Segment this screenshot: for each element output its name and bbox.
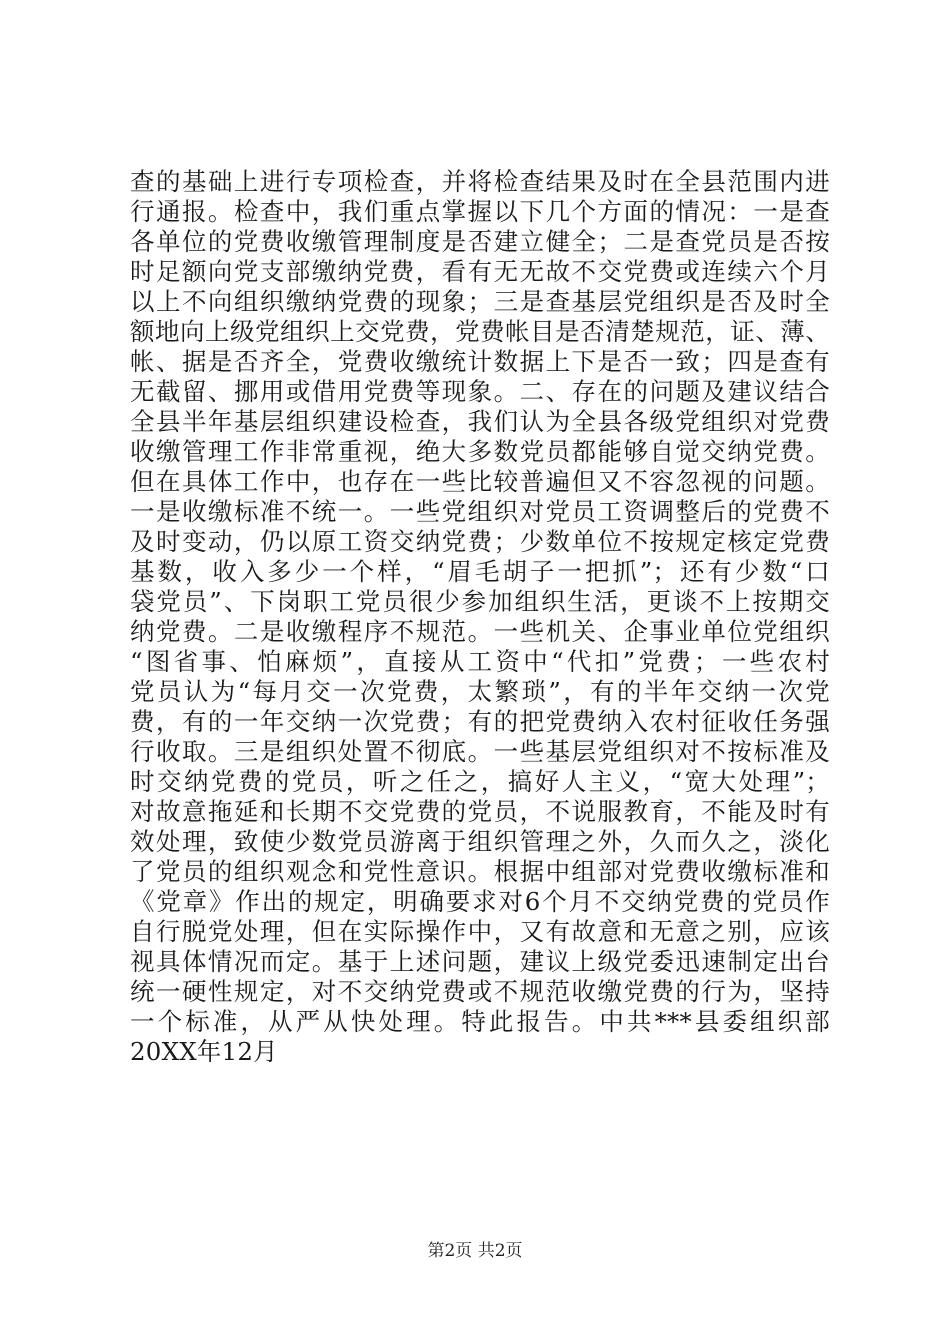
text-line-10: 收缴管理工作非常重视，绝大多数党员都能够自觉交纳党费。 xyxy=(130,437,830,466)
text-line-11: 但在具体工作中，也存在一些比较普遍但又不容忽视的问题。 xyxy=(130,467,830,496)
text-line-15: 袋党员”、下岗职工党员很少参加组织生活，更谈不上按期交 xyxy=(130,587,830,616)
text-line-13: 及时变动，仍以原工资交纳党费；少数单位不按规定核定党费 xyxy=(130,527,830,556)
text-line-5: 以上不向组织缴纳党费的现象；三是查基层党组织是否及时全 xyxy=(130,287,830,316)
text-line-18: 党员认为“每月交一次党费，太繁琐”，有的半年交纳一次党 xyxy=(130,677,830,706)
page-number-label: 第2页 共2页 xyxy=(427,1241,523,1261)
text-line-2: 行通报。检查中，我们重点掌握以下几个方面的情况：一是查 xyxy=(130,197,830,226)
text-line-30: 20XX年12月 xyxy=(130,1037,278,1066)
text-line-7: 帐、据是否齐全，党费收缴统计数据上下是否一致；四是查有 xyxy=(130,347,830,376)
text-line-20: 行收取。三是组织处置不彻底。一些基层党组织对不按标准及 xyxy=(130,737,830,766)
text-line-28: 统一硬性规定，对不交纳党费或不规范收缴党费的行为，坚持 xyxy=(130,977,830,1006)
text-line-25: 《党章》作出的规定，明确要求对6个月不交纳党费的党员作 xyxy=(130,887,830,916)
text-line-1: 查的基础上进行专项检查，并将检查结果及时在全县范围内进 xyxy=(130,167,830,196)
text-line-3: 各单位的党费收缴管理制度是否建立健全；二是查党员是否按 xyxy=(130,227,830,256)
text-line-22: 对故意拖延和长期不交党费的党员，不说服教育，不能及时有 xyxy=(130,797,830,826)
text-line-9: 全县半年基层组织建设检查，我们认为全县各级党组织对党费 xyxy=(130,407,830,436)
text-line-21: 时交纳党费的党员，听之任之，搞好人主义，“宽大处理”； xyxy=(130,767,830,796)
text-line-14: 基数，收入多少一个样，“眉毛胡子一把抓”；还有少数“口 xyxy=(130,557,830,586)
text-line-26: 自行脱党处理，但在实际操作中，又有故意和无意之别，应该 xyxy=(130,917,830,946)
text-line-24: 了党员的组织观念和党性意识。根据中组部对党费收缴标准和 xyxy=(130,857,830,886)
text-line-27: 视具体情况而定。基于上述问题，建议上级党委迅速制定出台 xyxy=(130,947,830,976)
text-line-8: 无截留、挪用或借用党费等现象。二、存在的问题及建议结合 xyxy=(130,377,830,406)
text-line-4: 时足额向党支部缴纳党费，看有无无故不交党费或连续六个月 xyxy=(130,257,830,286)
body-text xyxy=(130,167,830,1067)
text-line-23: 效处理，致使少数党员游离于组织管理之外，久而久之，淡化 xyxy=(130,827,830,856)
page-footer xyxy=(0,1240,950,1262)
text-line-17: “图省事、怕麻烦”，直接从工资中“代扣”党费；一些农村 xyxy=(130,647,830,676)
text-line-6: 额地向上级党组织上交党费，党费帐目是否清楚规范，证、薄、 xyxy=(130,317,830,346)
text-line-16: 纳党费。二是收缴程序不规范。一些机关、企事业单位党组织 xyxy=(130,617,830,646)
text-line-19: 费，有的一年交纳一次党费；有的把党费纳入农村征收任务强 xyxy=(130,707,830,736)
text-line-12: 一是收缴标准不统一。一些党组织对党员工资调整后的党费不 xyxy=(130,497,830,526)
text-line-29: 一个标准，从严从快处理。特此报告。中共***县委组织部 xyxy=(130,1007,830,1036)
